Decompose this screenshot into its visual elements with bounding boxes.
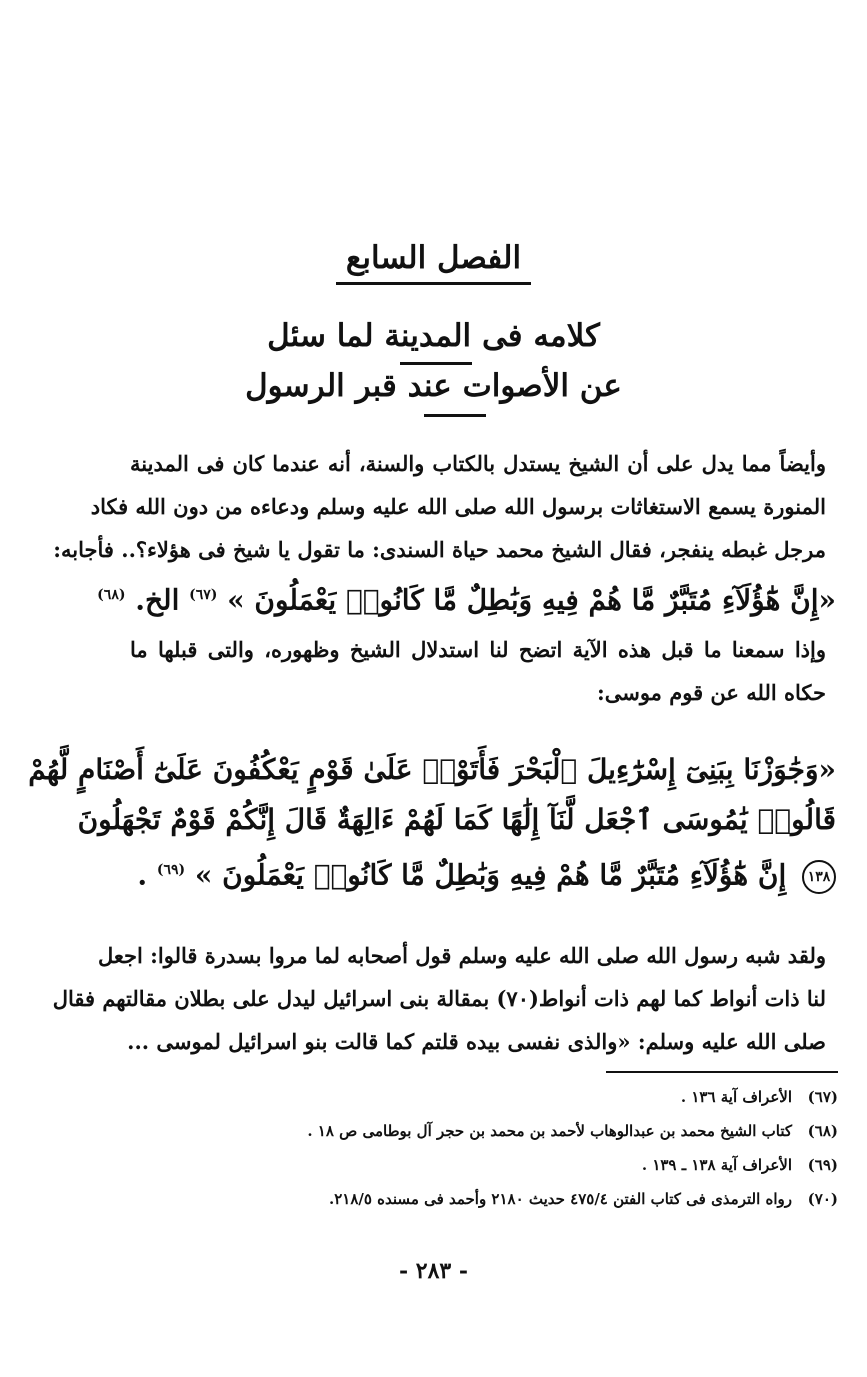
paragraph-1 <box>53 442 826 571</box>
section-title-underline-2 <box>424 414 486 417</box>
footnote-number: (٦٨) <box>807 1122 838 1140</box>
footnote-text: الأعراف آية ١٣٦ . <box>680 1088 792 1106</box>
verse-2-end: . <box>137 858 148 892</box>
verse-quote-2 <box>28 745 836 900</box>
footnote-ref-68[interactable]: (٦٨) <box>97 587 126 603</box>
verse-1-line <box>97 570 836 625</box>
footnote-text: كتاب الشيخ محمد بن عبدالوهاب لأحمد بن محمد بن حجر آل بوطامى ص ١٨ . <box>307 1122 792 1140</box>
paragraph-1-line-2: المنورة يسمع الاستغاثات برسول الله صلى الله عليه وسلم ودعاءه من دون الله فكاد <box>90 494 826 519</box>
section-title-line-2: عن الأصوات عند قبر الرسول <box>245 368 622 404</box>
footnote-item <box>260 1114 838 1148</box>
verse-2-line-3 <box>130 845 836 900</box>
verse-2-line-1: «وَجَٰوَزْنَا بِبَنِىٓ إِسْرَٰٓءِيلَ ٱلْبَحْرَ فَأَتَوْا۟ عَلَىٰ قَوْمٍ يَعْكُفُونَ عَلَىٰٓ أَصْنَامٍ لَّهُمْ <box>28 753 836 786</box>
chapter-title-text: الفصل السابع <box>336 240 531 285</box>
paragraph-3-line-1: ولقد شبه رسول الله صلى الله عليه وسلم قول أصحابه لما مروا بسدرة قالوا: اجعل <box>98 943 826 968</box>
page-number: - ٢٨٣ - <box>398 1258 469 1284</box>
verse-number-marker: ١٣٨ <box>802 860 836 894</box>
chapter-title <box>0 240 867 285</box>
paragraph-3-line-2: لنا ذات أنواط كما لهم ذات أنواط(٧٠) بمقالة بنى اسرائيل ليدل على بطلان مقالتهم فقال <box>52 986 826 1011</box>
footnote-item <box>260 1148 838 1182</box>
footnote-divider <box>606 1071 838 1073</box>
verse-2-line-2: قَالُوا۟ يَٰمُوسَى ٱجْعَل لَّنَآ إِلَٰهًا كَمَا لَهُمْ ءَالِهَةٌ قَالَ إِنَّكُمْ قَوْمٌ تَجْهَلُونَ <box>77 803 836 836</box>
footnote-number: (٦٩) <box>807 1156 838 1174</box>
footnote-item <box>260 1080 838 1114</box>
section-title-underline-1 <box>400 362 472 365</box>
footnote-text: الأعراف آية ١٣٨ ـ ١٣٩ . <box>641 1156 792 1174</box>
paragraph-1-line-1: وأيضاً مما يدل على أن الشيخ يستدل بالكتاب والسنة، أنه عندما كان فى المدينة <box>130 451 826 476</box>
paragraph-2-line-2: حكاه الله عن قوم موسى: <box>596 680 826 705</box>
verse-1-text: «إِنَّ هَٰٓؤُلَآءِ مُتَبَّرٌ مَّا هُمْ فِيهِ وَبَٰطِلٌ مَّا كَانُوا۟ يَعْمَلُونَ » <box>227 583 836 617</box>
footnote-ref-69[interactable]: (٦٩) <box>156 862 186 878</box>
verse-1-suffix: الخ. <box>135 583 180 617</box>
paragraph-2-line-1: وإذا سمعنا ما قبل هذه الآية اتضح لنا استدلال الشيخ وظهوره، والتى قبلها ما <box>130 637 826 662</box>
paragraph-1-line-3: مرجل غبطه ينفجر، فقال الشيخ محمد حياة السندى: ما تقول يا شيخ فى هؤلاء؟.. فأجابه: <box>53 537 826 562</box>
paragraph-2 <box>130 628 826 714</box>
paragraph-3-line-3: صلى الله عليه وسلم: «والذى نفسى بيده قلتم كما قالت بنو اسرائيل لموسى ... <box>127 1029 826 1054</box>
footnote-ref-67[interactable]: (٦٧) <box>189 587 218 603</box>
footnote-number: (٧٠) <box>807 1190 838 1208</box>
footnote-item <box>260 1182 838 1216</box>
footnotes <box>260 1080 838 1216</box>
footnote-number: (٦٧) <box>807 1088 838 1106</box>
paragraph-3 <box>52 934 826 1063</box>
section-title-line-1: كلامه فى المدينة لما سئل <box>267 318 600 354</box>
verse-2-line-3-text: إِنَّ هَٰٓؤُلَآءِ مُتَبَّرٌ مَّا هُمْ فِيهِ وَبَٰطِلٌ مَّا كَانُوا۟ يَعْمَلُونَ » <box>194 858 787 892</box>
verse-quote-1 <box>97 570 836 625</box>
footnote-text: رواه الترمذى فى كتاب الفتن ٤٧٥/٤ حديث ٢١٨٠ وأحمد فى مسنده ٢١٨/٥. <box>329 1190 792 1208</box>
